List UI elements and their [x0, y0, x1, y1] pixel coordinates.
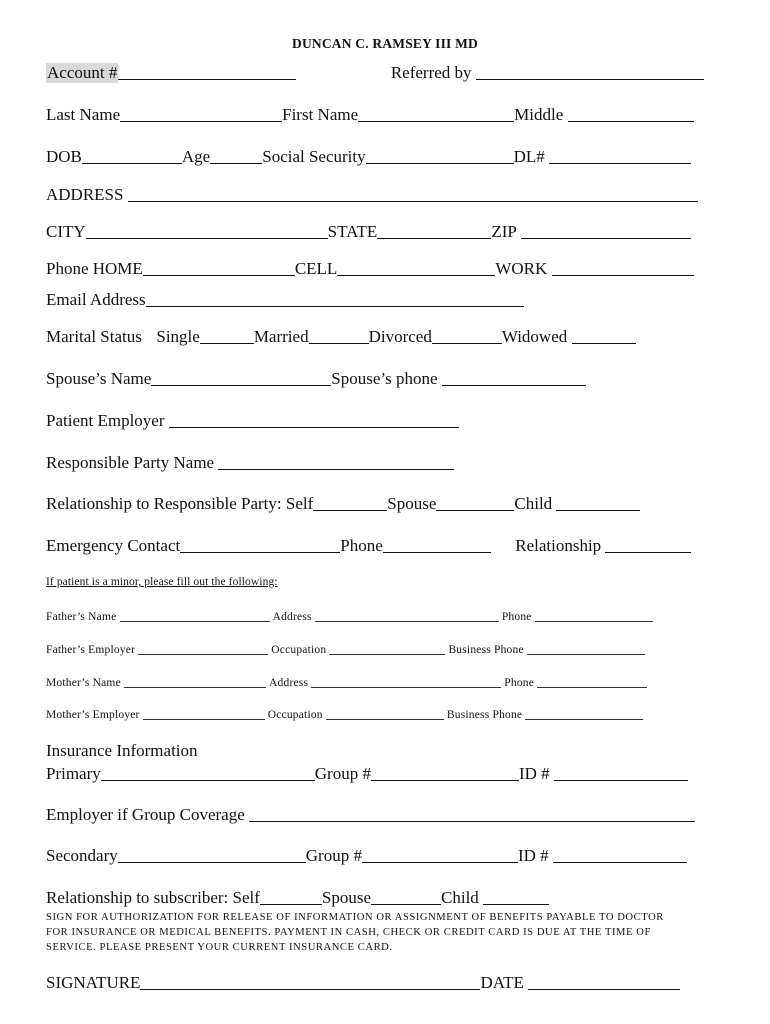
city-row: [46, 221, 691, 242]
responsible-party-label: Responsible Party Name: [46, 453, 215, 472]
city-label: CITY: [46, 222, 86, 241]
emergency-contact-field[interactable]: [180, 535, 340, 553]
account-field[interactable]: [118, 62, 296, 80]
mother-occupation-field[interactable]: [326, 707, 444, 720]
signature-label: SIGNATURE: [46, 973, 141, 992]
father-occupation-label: Occupation: [271, 644, 327, 656]
relationship-spouse-field[interactable]: [436, 493, 514, 511]
id-field[interactable]: [554, 763, 688, 781]
dob-label: DOB: [46, 147, 82, 166]
relationship-child-field[interactable]: [556, 493, 640, 511]
father-employer-field[interactable]: [138, 642, 268, 655]
employer-row: [46, 410, 459, 431]
father-occupation-field[interactable]: [329, 642, 445, 655]
last-name-label: Last Name: [46, 105, 121, 124]
single-label: Single: [156, 327, 200, 346]
dl-label: DL#: [513, 147, 545, 166]
spouse-phone-label: Spouse’s phone: [331, 369, 438, 388]
first-name-label: First Name: [282, 105, 359, 124]
married-label: Married: [253, 327, 309, 346]
relationship-child-label: Child: [514, 494, 553, 513]
mother-occupation-label: Occupation: [267, 709, 323, 721]
group2-field[interactable]: [362, 845, 518, 863]
email-label: Email Address: [46, 290, 146, 309]
age-field[interactable]: [210, 146, 262, 164]
mother-address-label: Address: [269, 677, 309, 689]
patient-employer-field[interactable]: [169, 410, 459, 428]
father-name-field[interactable]: [120, 609, 270, 622]
emergency-row: [46, 535, 691, 556]
father-business-phone-label: Business Phone: [448, 644, 524, 656]
marital-row: [46, 326, 636, 347]
father-name-label: Father’s Name: [46, 611, 117, 623]
phone-home-field[interactable]: [143, 258, 295, 276]
date-field[interactable]: [528, 972, 680, 990]
mother-name-row: [46, 675, 647, 690]
father-business-phone-field[interactable]: [527, 642, 645, 655]
subscriber-child-label: Child: [441, 888, 479, 907]
relationship-self-field[interactable]: [313, 493, 387, 511]
city-field[interactable]: [86, 221, 328, 239]
secondary-label: Secondary: [46, 846, 118, 865]
mother-phone-label: Phone: [504, 677, 535, 689]
father-address-label: Address: [272, 611, 312, 623]
subscriber-spouse-field[interactable]: [371, 887, 441, 905]
mother-employer-row: [46, 707, 643, 722]
secondary-field[interactable]: [118, 845, 306, 863]
emergency-relationship-field[interactable]: [605, 535, 691, 553]
subscriber-row: [46, 887, 549, 908]
id-label: ID #: [518, 764, 550, 783]
subscriber-self-label: Relationship to subscriber: Self: [46, 888, 260, 907]
father-address-field[interactable]: [315, 609, 499, 622]
email-field[interactable]: [146, 289, 524, 307]
relationship-self-label: Relationship to Responsible Party: Self: [46, 494, 314, 513]
mother-address-field[interactable]: [311, 675, 501, 688]
middle-field[interactable]: [568, 104, 694, 122]
dob-field[interactable]: [82, 146, 182, 164]
employer-group-field[interactable]: [249, 804, 695, 822]
signature-row: [46, 972, 680, 993]
subscriber-spouse-label: Spouse: [321, 888, 372, 907]
referred-by-label: Referred by: [390, 63, 472, 82]
zip-field[interactable]: [521, 221, 691, 239]
signature-field[interactable]: [140, 972, 480, 990]
account-label: Account #: [47, 63, 118, 82]
secondary-row: [46, 845, 687, 866]
address-field[interactable]: [128, 184, 698, 202]
emergency-phone-label: Phone: [340, 536, 383, 555]
insurance-heading: Insurance Information: [46, 741, 198, 760]
widowed-label: Widowed: [501, 327, 568, 346]
divorced-field[interactable]: [432, 326, 502, 344]
spouse-name-field[interactable]: [151, 368, 331, 386]
phone-home-label: Phone HOME: [46, 259, 143, 278]
dob-row: [46, 146, 691, 167]
father-phone-field[interactable]: [535, 609, 653, 622]
age-label: Age: [181, 147, 211, 166]
mother-name-field[interactable]: [124, 675, 266, 688]
father-employer-row: [46, 642, 645, 657]
state-label: STATE: [327, 222, 378, 241]
work-field[interactable]: [552, 258, 694, 276]
father-employer-label: Father’s Employer: [46, 644, 136, 656]
middle-label: Middle: [514, 105, 564, 124]
emergency-relationship-label: Relationship: [515, 536, 602, 555]
id2-label: ID #: [517, 846, 549, 865]
referred-by-field[interactable]: [476, 62, 704, 80]
mother-employer-label: Mother’s Employer: [46, 709, 140, 721]
married-field[interactable]: [309, 326, 369, 344]
mother-name-label: Mother’s Name: [46, 677, 121, 689]
employer-group-label: Employer if Group Coverage: [46, 805, 245, 824]
mother-phone-field[interactable]: [537, 675, 647, 688]
id2-field[interactable]: [553, 845, 687, 863]
relationship-spouse-label: Spouse: [387, 494, 437, 513]
cell-label: CELL: [294, 259, 338, 278]
primary-label: Primary: [46, 764, 101, 783]
address-label: ADDRESS: [46, 185, 124, 204]
page-title: DUNCAN C. RAMSEY III MD: [292, 36, 478, 51]
patient-employer-label: Patient Employer: [46, 411, 165, 430]
employer-group-row: [46, 804, 695, 825]
emergency-phone-field[interactable]: [383, 535, 491, 553]
last-name-field[interactable]: [120, 104, 282, 122]
spouse-phone-field[interactable]: [442, 368, 586, 386]
responsible-row: [46, 452, 454, 473]
first-name-field[interactable]: [358, 104, 514, 122]
primary-field[interactable]: [101, 763, 315, 781]
date-label: DATE: [480, 973, 524, 992]
responsible-party-field[interactable]: [218, 452, 454, 470]
subscriber-self-field[interactable]: [260, 887, 322, 905]
mother-employer-field[interactable]: [143, 707, 265, 720]
father-phone-label: Phone: [501, 611, 532, 623]
spouse-name-label: Spouse’s Name: [46, 369, 152, 388]
work-label: WORK: [495, 259, 548, 278]
cell-field[interactable]: [337, 258, 495, 276]
spouse-row: [46, 368, 586, 389]
ssn-field[interactable]: [366, 146, 514, 164]
phone-row: [46, 258, 694, 279]
dl-field[interactable]: [549, 146, 691, 164]
divorced-label: Divorced: [368, 327, 432, 346]
address-row: [46, 184, 698, 205]
zip-label: ZIP: [491, 222, 517, 241]
mother-business-phone-label: Business Phone: [446, 709, 523, 721]
single-field[interactable]: [200, 326, 254, 344]
state-field[interactable]: [377, 221, 491, 239]
authorization-disclaimer: SIGN FOR AUTHORIZATION FOR RELEASE OF INFORMATION OR ASSIGNMENT OF BENEFITS PAYABLE TO DOCTOR FOR INSURANCE OR MEDICAL BENEFITS. PAYMENT IN CASH, CHECK OR CREDIT CARD IS DUE AT THE TIME OF SERVICE. PLEASE PRESENT YOUR CURRENT INSURANCE CARD.: [46, 912, 664, 953]
emergency-contact-label: Emergency Contact: [46, 536, 181, 555]
name-row: [46, 104, 694, 125]
ssn-label: Social Security: [262, 147, 366, 166]
account-row: [46, 62, 704, 83]
father-name-row: [46, 609, 653, 624]
mother-business-phone-field[interactable]: [525, 707, 643, 720]
group-label: Group #: [314, 764, 371, 783]
email-row: [46, 289, 524, 310]
group2-label: Group #: [305, 846, 362, 865]
widowed-field[interactable]: [572, 326, 636, 344]
relationship-row: [46, 493, 640, 514]
marital-status-label: Marital Status: [46, 327, 142, 346]
group-field[interactable]: [371, 763, 519, 781]
subscriber-child-field[interactable]: [483, 887, 549, 905]
minor-note: If patient is a minor, please fill out the following:: [46, 576, 278, 588]
primary-row: [46, 763, 688, 784]
